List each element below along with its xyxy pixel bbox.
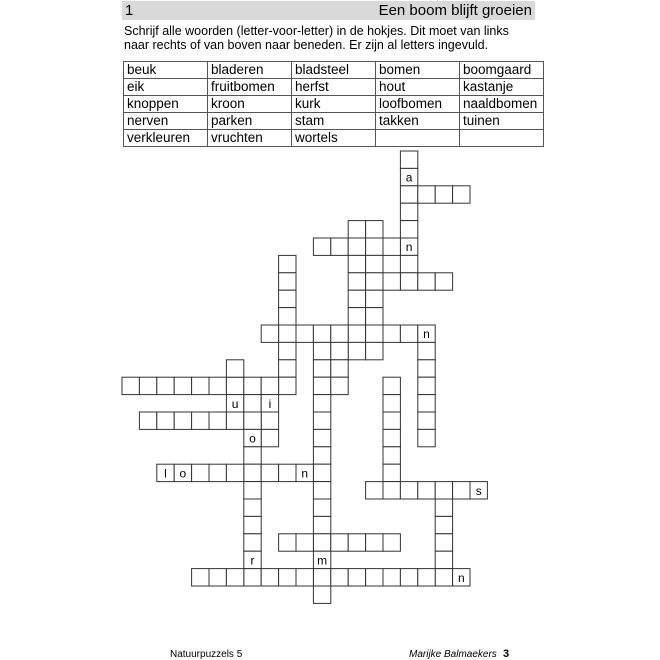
grid-cell[interactable] <box>279 273 296 290</box>
grid-cell[interactable] <box>366 290 383 307</box>
grid-cell[interactable] <box>209 464 226 481</box>
grid-cell[interactable] <box>313 412 330 429</box>
grid-cell[interactable] <box>400 221 417 238</box>
given-letter: u <box>231 396 239 411</box>
grid-cell[interactable] <box>348 534 365 551</box>
grid-cell[interactable] <box>366 342 383 359</box>
word-cell: naaldbomen <box>460 96 544 113</box>
grid-cell[interactable] <box>192 377 209 394</box>
grid-cell[interactable] <box>313 325 330 342</box>
word-cell: boomgaard <box>460 62 544 79</box>
grid-cell[interactable] <box>366 325 383 342</box>
grid-cell[interactable] <box>244 534 261 551</box>
grid-cell[interactable] <box>348 273 365 290</box>
word-cell: loofbomen <box>376 96 460 113</box>
given-letter: n <box>301 466 309 481</box>
grid-cell[interactable] <box>261 377 278 394</box>
grid-cell[interactable] <box>435 186 452 203</box>
grid-cell[interactable] <box>226 360 243 377</box>
grid-cell[interactable] <box>139 377 156 394</box>
given-letter: s <box>475 483 482 498</box>
word-cell: beuk <box>124 62 208 79</box>
grid-cell[interactable] <box>244 377 261 394</box>
grid-cell[interactable] <box>313 569 330 586</box>
grid-cell[interactable] <box>331 360 348 377</box>
word-cell: takken <box>376 113 460 130</box>
given-letter: n <box>457 570 465 585</box>
grid-cell[interactable] <box>435 516 452 533</box>
grid-cell[interactable] <box>244 482 261 499</box>
grid-cell[interactable] <box>366 308 383 325</box>
grid-cell[interactable] <box>383 273 400 290</box>
grid-cell[interactable] <box>383 412 400 429</box>
grid-cell[interactable] <box>192 412 209 429</box>
grid-cell[interactable] <box>279 255 296 272</box>
grid-cell[interactable] <box>348 221 365 238</box>
grid-cell[interactable] <box>383 464 400 481</box>
grid-cell[interactable] <box>400 255 417 272</box>
grid-cell[interactable] <box>366 482 383 499</box>
grid-cell[interactable] <box>244 499 261 516</box>
puzzle-number: 1 <box>125 2 134 19</box>
grid-cell[interactable] <box>418 377 435 394</box>
word-cell: eik <box>124 79 208 96</box>
grid-cell[interactable] <box>418 412 435 429</box>
grid-cell[interactable] <box>157 377 174 394</box>
word-cell: bomen <box>376 62 460 79</box>
word-cell: verkleuren <box>124 130 208 147</box>
grid-cell[interactable] <box>435 273 452 290</box>
word-cell: kurk <box>292 96 376 113</box>
footer-author: Marijke Balmaekers <box>409 649 497 660</box>
grid-cell[interactable] <box>418 360 435 377</box>
grid-cell[interactable] <box>261 412 278 429</box>
grid-cell[interactable] <box>331 534 348 551</box>
grid-cell[interactable] <box>435 534 452 551</box>
grid-cell[interactable] <box>331 569 348 586</box>
grid-cell[interactable] <box>435 499 452 516</box>
word-cell: knoppen <box>124 96 208 113</box>
grid-cell[interactable] <box>313 534 330 551</box>
grid-cell[interactable] <box>348 308 365 325</box>
grid-cell[interactable] <box>209 569 226 586</box>
grid-cell[interactable] <box>366 569 383 586</box>
grid-cell[interactable] <box>313 482 330 499</box>
word-cell: parken <box>208 113 292 130</box>
grid-cell[interactable] <box>279 377 296 394</box>
puzzle-title: Een boom blijft groeien <box>378 2 532 19</box>
grid-cell[interactable] <box>313 395 330 412</box>
grid-cell[interactable] <box>383 447 400 464</box>
grid-cell[interactable] <box>400 569 417 586</box>
word-cell: kastanje <box>460 79 544 96</box>
grid-cell[interactable] <box>435 551 452 568</box>
grid-cell[interactable] <box>348 238 365 255</box>
given-letter: m <box>317 553 328 568</box>
grid-cell[interactable] <box>313 499 330 516</box>
grid-cell[interactable] <box>418 342 435 359</box>
grid-cell[interactable] <box>435 569 452 586</box>
word-cell: stam <box>292 113 376 130</box>
grid-cell[interactable] <box>383 377 400 394</box>
grid-cell[interactable] <box>418 186 435 203</box>
grid-cell[interactable] <box>366 534 383 551</box>
grid-cell[interactable] <box>296 569 313 586</box>
word-cell: vruchten <box>208 130 292 147</box>
word-cell: bladsteel <box>292 62 376 79</box>
grid-cell[interactable] <box>331 377 348 394</box>
grid-cell[interactable] <box>279 464 296 481</box>
grid-cell[interactable] <box>435 482 452 499</box>
grid-cell[interactable] <box>383 569 400 586</box>
grid-cell[interactable] <box>331 342 348 359</box>
grid-cell[interactable] <box>261 569 278 586</box>
grid-cell[interactable] <box>313 586 330 603</box>
grid-cell[interactable] <box>226 377 243 394</box>
grid-cell[interactable] <box>279 308 296 325</box>
page-number: 3 <box>503 648 510 660</box>
word-cell: tuinen <box>460 113 544 130</box>
grid-cell[interactable] <box>122 377 139 394</box>
given-letter: r <box>250 553 255 568</box>
grid-cell[interactable] <box>366 273 383 290</box>
grid-cell[interactable] <box>209 377 226 394</box>
footer-series: Natuurpuzzels 5 <box>170 649 243 660</box>
grid-cell[interactable] <box>244 412 261 429</box>
grid-cell[interactable] <box>418 482 435 499</box>
grid-cell[interactable] <box>279 534 296 551</box>
grid-cell[interactable] <box>453 482 470 499</box>
grid-cell[interactable] <box>348 255 365 272</box>
grid-cell[interactable] <box>296 325 313 342</box>
grid-cell[interactable] <box>383 325 400 342</box>
grid-cell[interactable] <box>400 203 417 220</box>
grid-cell[interactable] <box>400 151 417 168</box>
given-letter: a <box>405 170 413 185</box>
grid-cell[interactable] <box>226 569 243 586</box>
word-cell: bladeren <box>208 62 292 79</box>
word-cell: kroon <box>208 96 292 113</box>
given-letter: n <box>423 327 430 342</box>
grid-cell[interactable] <box>418 273 435 290</box>
grid-cell[interactable] <box>383 238 400 255</box>
grid-cell[interactable] <box>226 464 243 481</box>
grid-cell[interactable] <box>313 429 330 446</box>
grid-cell[interactable] <box>244 516 261 533</box>
grid-cell[interactable] <box>383 429 400 446</box>
grid-cell[interactable] <box>279 290 296 307</box>
grid-cell[interactable] <box>400 273 417 290</box>
grid-cell[interactable] <box>313 238 330 255</box>
grid-cell[interactable] <box>279 325 296 342</box>
word-cell: nerven <box>124 113 208 130</box>
grid-cell[interactable] <box>279 342 296 359</box>
grid-cell[interactable] <box>383 534 400 551</box>
word-cell: fruitbomen <box>208 79 292 96</box>
grid-cell[interactable] <box>174 412 191 429</box>
grid-cell[interactable] <box>157 412 174 429</box>
grid-cell[interactable] <box>366 238 383 255</box>
grid-cell[interactable] <box>453 186 470 203</box>
instruction-line: naar rechts of van boven naar beneden. Er zijn al letters ingevuld. <box>124 38 489 52</box>
grid-cell[interactable] <box>418 395 435 412</box>
grid-cell[interactable] <box>261 464 278 481</box>
grid-cell[interactable] <box>139 412 156 429</box>
grid-cell[interactable] <box>209 412 226 429</box>
grid-cell[interactable] <box>244 569 261 586</box>
grid-cell[interactable] <box>313 447 330 464</box>
grid-cell[interactable] <box>366 221 383 238</box>
grid-cell[interactable] <box>244 464 261 481</box>
grid-cell[interactable] <box>313 342 330 359</box>
grid-cell[interactable] <box>313 360 330 377</box>
grid-cell[interactable] <box>400 482 417 499</box>
grid-cell[interactable] <box>400 186 417 203</box>
word-cell: hout <box>376 79 460 96</box>
grid-cell[interactable] <box>244 447 261 464</box>
grid-cell[interactable] <box>348 342 365 359</box>
grid-cell[interactable] <box>244 395 261 412</box>
grid-cell[interactable] <box>226 412 243 429</box>
grid-cell[interactable] <box>331 325 348 342</box>
grid-cell[interactable] <box>313 377 330 394</box>
instruction-line: Schrijf alle woorden (letter-voor-letter) in de hokjes. Dit moet van links <box>124 24 509 38</box>
given-letter: i <box>268 396 272 411</box>
grid-cell[interactable] <box>279 360 296 377</box>
word-cell: wortels <box>292 130 376 147</box>
grid-cell[interactable] <box>383 482 400 499</box>
word-cell: herfst <box>292 79 376 96</box>
given-letter: o <box>179 466 187 481</box>
grid-cell[interactable] <box>261 325 278 342</box>
grid-cell[interactable] <box>348 569 365 586</box>
grid-cell[interactable] <box>348 325 365 342</box>
grid-cell[interactable] <box>418 569 435 586</box>
grid-cell[interactable] <box>279 569 296 586</box>
grid-cell[interactable] <box>192 464 209 481</box>
grid-cell[interactable] <box>400 325 417 342</box>
grid-cell[interactable] <box>261 429 278 446</box>
grid-cell[interactable] <box>313 516 330 533</box>
grid-cell[interactable] <box>348 290 365 307</box>
given-letter: n <box>405 240 413 255</box>
grid-cell[interactable] <box>383 395 400 412</box>
given-letter: o <box>249 431 256 446</box>
grid-cell[interactable] <box>192 569 209 586</box>
grid-cell[interactable] <box>366 255 383 272</box>
given-letter: l <box>164 466 167 481</box>
grid-cell[interactable] <box>331 238 348 255</box>
grid-cell[interactable] <box>418 429 435 446</box>
grid-cell[interactable] <box>296 534 313 551</box>
grid-cell[interactable] <box>313 464 330 481</box>
grid-cell[interactable] <box>174 377 191 394</box>
